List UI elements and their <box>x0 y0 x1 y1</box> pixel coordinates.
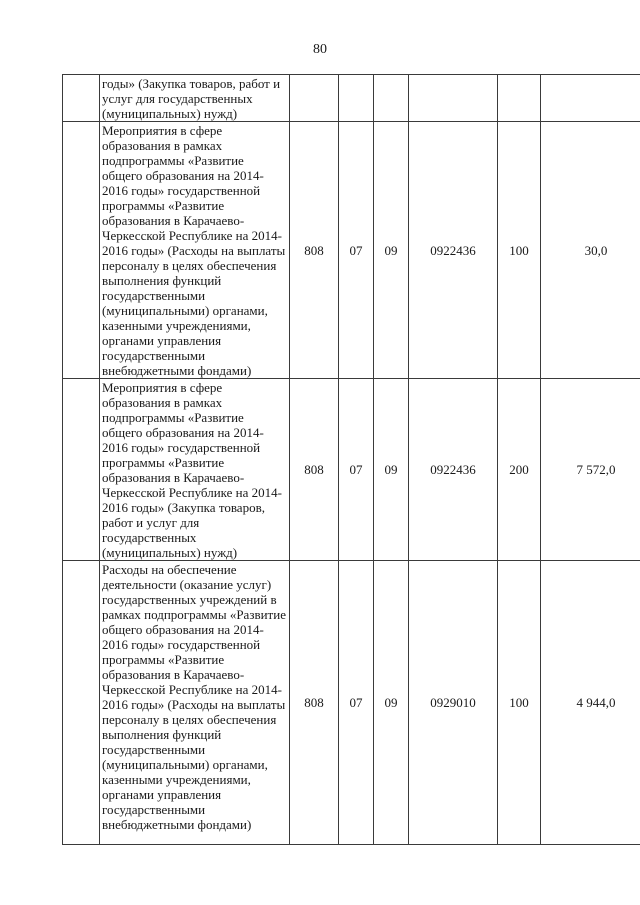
row-index-cell <box>63 561 100 845</box>
row-index-cell <box>63 75 100 122</box>
expense-type-cell: 100 <box>498 561 541 845</box>
description-cell: годы» (Закупка товаров, работ и услуг для государственных (муниципальных) нужд) <box>100 75 290 122</box>
ministry-code-cell: 808 <box>290 122 339 379</box>
target-article-cell: 0929010 <box>409 561 498 845</box>
target-article-cell: 0922436 <box>409 379 498 561</box>
subsection-code-cell: 09 <box>374 561 409 845</box>
ministry-code-cell <box>290 75 339 122</box>
ministry-code-cell: 808 <box>290 561 339 845</box>
expense-type-cell: 100 <box>498 122 541 379</box>
target-article-cell <box>409 75 498 122</box>
sum-cell: 7 572,0 <box>541 379 640 561</box>
sum-cell: 4 944,0 <box>541 561 640 845</box>
section-code-cell <box>339 75 374 122</box>
table-row <box>63 379 640 561</box>
subsection-code-cell: 09 <box>374 379 409 561</box>
expense-type-cell <box>498 75 541 122</box>
row-index-cell <box>63 379 100 561</box>
section-code-cell: 07 <box>339 379 374 561</box>
subsection-code-cell: 09 <box>374 122 409 379</box>
sum-cell: 30,0 <box>541 122 640 379</box>
target-article-cell: 0922436 <box>409 122 498 379</box>
table-row <box>63 122 640 379</box>
expense-type-cell: 200 <box>498 379 541 561</box>
description-cell: Мероприятия в сфере образования в рамках подпрограммы «Развитие общего образования на 2014-2016 годы» государственной программы «Развитие образования в Карачаево-Черкесской Республике на 2014-2016 годы» (Расходы на выплаты персоналу в целях обеспечения выполнения функций государственными (муниципальными) органами, казенными учреждениями, органами управления государственными внебюджетными фондами) <box>100 122 290 379</box>
ministry-code-cell: 808 <box>290 379 339 561</box>
page-number: 80 <box>313 42 327 57</box>
budget-table <box>62 74 640 845</box>
subsection-code-cell <box>374 75 409 122</box>
row-index-cell <box>63 122 100 379</box>
table-row <box>63 75 640 122</box>
table-row <box>63 561 640 845</box>
sum-cell <box>541 75 640 122</box>
description-cell: Расходы на обеспечение деятельности (оказание услуг) государственных учреждений в рамках подпрограммы «Развитие общего образования на 2014-2016 годы» государственной программы «Развитие образования в Карачаево-Черкесской Республике на 2014-2016 годы» (Расходы на выплаты персоналу в целях обеспечения выполнения функций государственными (муниципальными) органами, казенными учреждениями, органами управления государственными внебюджетными фондами) <box>100 561 290 845</box>
section-code-cell: 07 <box>339 122 374 379</box>
description-cell: Мероприятия в сфере образования в рамках подпрограммы «Развитие общего образования на 2014-2016 годы» государственной программы «Развитие образования в Карачаево-Черкесской Республике на 2014-2016 годы» (Закупка товаров, работ и услуг для государственных (муниципальных) нужд) <box>100 379 290 561</box>
section-code-cell: 07 <box>339 561 374 845</box>
